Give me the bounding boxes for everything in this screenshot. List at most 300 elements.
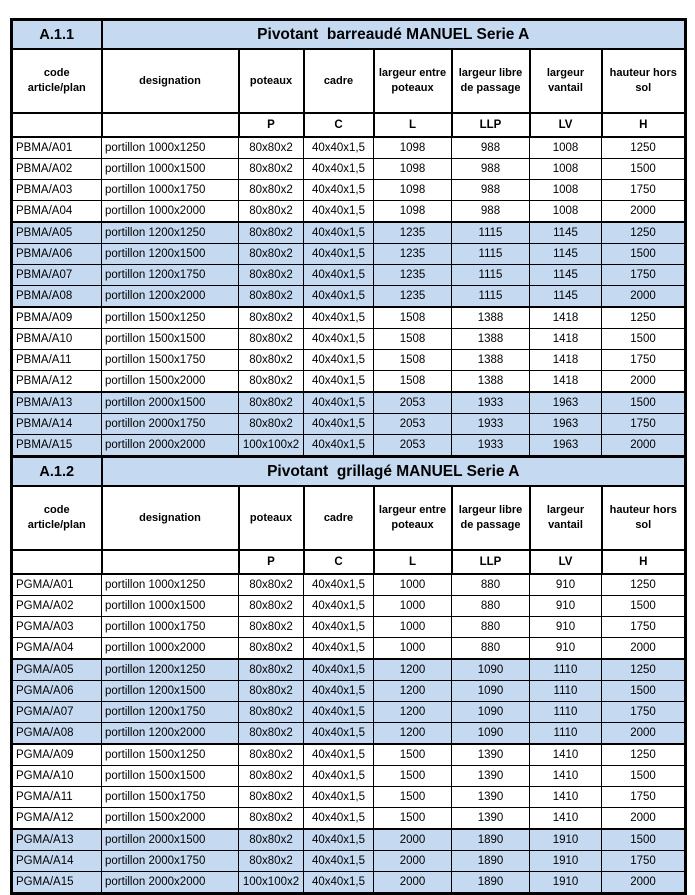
- cell-poteaux: 80x80x2: [239, 744, 304, 766]
- cell-largeur-libre-passage: 1388: [452, 350, 530, 371]
- cell-code: PBMA/A15: [12, 435, 102, 457]
- table-row: [12, 371, 686, 393]
- cell-largeur-libre-passage: 1115: [452, 286, 530, 308]
- column-header-designation: designation: [102, 49, 239, 113]
- cell-code: PBMA/A06: [12, 244, 102, 265]
- cell-designation: portillon 1500x1250: [102, 744, 239, 766]
- cell-code: PBMA/A08: [12, 286, 102, 308]
- cell-largeur-entre-poteaux: 1200: [374, 659, 452, 681]
- cell-code: PGMA/A04: [12, 638, 102, 660]
- cell-largeur-entre-poteaux: 1508: [374, 350, 452, 371]
- column-header-poteaux: poteaux: [239, 486, 304, 550]
- cell-code: PBMA/A14: [12, 414, 102, 435]
- cell-largeur-vantail: 1410: [530, 766, 602, 787]
- cell-code: PBMA/A05: [12, 222, 102, 244]
- cell-cadre: 40x40x1,5: [304, 222, 374, 244]
- cell-hauteur-hors-sol: 1750: [602, 180, 686, 201]
- cell-designation: portillon 1500x1500: [102, 766, 239, 787]
- column-header-code: code article/plan: [12, 486, 102, 550]
- cell-largeur-entre-poteaux: 1508: [374, 307, 452, 329]
- cell-largeur-entre-poteaux: 1500: [374, 744, 452, 766]
- cell-largeur-vantail: 1418: [530, 371, 602, 393]
- cell-poteaux: 80x80x2: [239, 659, 304, 681]
- cell-largeur-entre-poteaux: 1000: [374, 596, 452, 617]
- cell-cadre: 40x40x1,5: [304, 244, 374, 265]
- cell-code: PGMA/A02: [12, 596, 102, 617]
- table-row: [12, 244, 686, 265]
- table-row: [12, 787, 686, 808]
- cell-cadre: 40x40x1,5: [304, 414, 374, 435]
- table-row: [12, 574, 686, 596]
- column-header-largeur-entre-poteaux: largeur entre poteaux: [374, 486, 452, 550]
- cell-largeur-libre-passage: 1388: [452, 329, 530, 350]
- cell-hauteur-hors-sol: 2000: [602, 872, 686, 894]
- cell-code: PGMA/A14: [12, 851, 102, 872]
- column-header-poteaux: poteaux: [239, 49, 304, 113]
- cell-hauteur-hors-sol: 1500: [602, 681, 686, 702]
- cell-designation: portillon 1500x1500: [102, 329, 239, 350]
- cell-largeur-libre-passage: 1115: [452, 265, 530, 286]
- subheader-cadre: C: [304, 113, 374, 137]
- cell-largeur-entre-poteaux: 1098: [374, 137, 452, 159]
- cell-code: PBMA/A11: [12, 350, 102, 371]
- column-header-largeur-entre-poteaux: largeur entre poteaux: [374, 49, 452, 113]
- table-row: [12, 414, 686, 435]
- subheader-largeur-libre-passage: LLP: [452, 550, 530, 574]
- cell-largeur-entre-poteaux: 1000: [374, 638, 452, 660]
- cell-code: PGMA/A05: [12, 659, 102, 681]
- cell-cadre: 40x40x1,5: [304, 702, 374, 723]
- cell-largeur-libre-passage: 1390: [452, 787, 530, 808]
- cell-largeur-libre-passage: 1090: [452, 681, 530, 702]
- cell-largeur-libre-passage: 1390: [452, 808, 530, 830]
- cell-largeur-vantail: 1910: [530, 829, 602, 851]
- cell-code: PGMA/A09: [12, 744, 102, 766]
- table-row: [12, 307, 686, 329]
- cell-cadre: 40x40x1,5: [304, 574, 374, 596]
- cell-cadre: 40x40x1,5: [304, 265, 374, 286]
- cell-largeur-entre-poteaux: 2053: [374, 392, 452, 414]
- cell-largeur-vantail: 1963: [530, 392, 602, 414]
- cell-largeur-vantail: 1910: [530, 872, 602, 894]
- cell-code: PGMA/A12: [12, 808, 102, 830]
- cell-largeur-libre-passage: 1890: [452, 829, 530, 851]
- section-title: Pivotant barreaudé MANUEL Serie A: [102, 20, 686, 50]
- cell-poteaux: 80x80x2: [239, 180, 304, 201]
- cell-largeur-entre-poteaux: 1500: [374, 787, 452, 808]
- cell-poteaux: 80x80x2: [239, 159, 304, 180]
- cell-designation: portillon 1200x1250: [102, 222, 239, 244]
- cell-hauteur-hors-sol: 1250: [602, 744, 686, 766]
- cell-designation: portillon 1500x1750: [102, 787, 239, 808]
- table-row: [12, 702, 686, 723]
- column-header-cadre: cadre: [304, 486, 374, 550]
- cell-poteaux: 80x80x2: [239, 617, 304, 638]
- cell-poteaux: 80x80x2: [239, 392, 304, 414]
- cell-largeur-libre-passage: 988: [452, 201, 530, 223]
- table-row: [12, 808, 686, 830]
- cell-cadre: 40x40x1,5: [304, 180, 374, 201]
- cell-hauteur-hors-sol: 1250: [602, 659, 686, 681]
- table-row: [12, 872, 686, 894]
- cell-cadre: 40x40x1,5: [304, 307, 374, 329]
- cell-designation: portillon 1000x2000: [102, 201, 239, 223]
- cell-largeur-entre-poteaux: 2000: [374, 851, 452, 872]
- cell-designation: portillon 2000x1750: [102, 851, 239, 872]
- cell-largeur-entre-poteaux: 1098: [374, 201, 452, 223]
- cell-designation: portillon 1500x1250: [102, 307, 239, 329]
- table-row: [12, 851, 686, 872]
- cell-code: PGMA/A01: [12, 574, 102, 596]
- cell-designation: portillon 1200x1500: [102, 681, 239, 702]
- cell-designation: portillon 1200x2000: [102, 286, 239, 308]
- cell-poteaux: 80x80x2: [239, 808, 304, 830]
- section-id: A.1.2: [12, 457, 102, 487]
- cell-poteaux: 80x80x2: [239, 265, 304, 286]
- cell-code: PBMA/A03: [12, 180, 102, 201]
- table-row: [12, 265, 686, 286]
- cell-cadre: 40x40x1,5: [304, 371, 374, 393]
- cell-largeur-libre-passage: 1115: [452, 222, 530, 244]
- table-row: [12, 392, 686, 414]
- cell-largeur-entre-poteaux: 1500: [374, 808, 452, 830]
- cell-poteaux: 80x80x2: [239, 350, 304, 371]
- cell-largeur-entre-poteaux: 1500: [374, 766, 452, 787]
- column-header-hauteur-hors-sol: hauteur hors sol: [602, 486, 686, 550]
- table-row: [12, 638, 686, 660]
- cell-hauteur-hors-sol: 1750: [602, 265, 686, 286]
- section-title-row: [12, 20, 686, 50]
- cell-poteaux: 100x100x2: [239, 435, 304, 457]
- cell-poteaux: 80x80x2: [239, 137, 304, 159]
- subheader-largeur-vantail: LV: [530, 550, 602, 574]
- cell-poteaux: 80x80x2: [239, 723, 304, 745]
- cell-cadre: 40x40x1,5: [304, 159, 374, 180]
- cell-code: PBMA/A12: [12, 371, 102, 393]
- cell-hauteur-hors-sol: 1750: [602, 617, 686, 638]
- column-header-largeur-vantail: largeur vantail: [530, 49, 602, 113]
- cell-largeur-libre-passage: 1933: [452, 435, 530, 457]
- cell-cadre: 40x40x1,5: [304, 766, 374, 787]
- cell-largeur-vantail: 1145: [530, 265, 602, 286]
- cell-hauteur-hors-sol: 1250: [602, 574, 686, 596]
- cell-largeur-vantail: 1008: [530, 180, 602, 201]
- subheader-cadre: C: [304, 550, 374, 574]
- cell-hauteur-hors-sol: 1750: [602, 414, 686, 435]
- cell-cadre: 40x40x1,5: [304, 723, 374, 745]
- table-row: [12, 766, 686, 787]
- subheader-largeur-libre-passage: LLP: [452, 113, 530, 137]
- cell-designation: portillon 1000x1250: [102, 137, 239, 159]
- cell-largeur-entre-poteaux: 2000: [374, 829, 452, 851]
- cell-largeur-entre-poteaux: 1098: [374, 159, 452, 180]
- cell-largeur-vantail: 1008: [530, 159, 602, 180]
- cell-code: PGMA/A08: [12, 723, 102, 745]
- spec-sheet: [10, 18, 687, 895]
- cell-hauteur-hors-sol: 1500: [602, 829, 686, 851]
- cell-hauteur-hors-sol: 2000: [602, 808, 686, 830]
- cell-largeur-libre-passage: 988: [452, 180, 530, 201]
- cell-designation: portillon 2000x1750: [102, 414, 239, 435]
- table-row: [12, 617, 686, 638]
- column-header-largeur-libre-passage: largeur libre de passage: [452, 486, 530, 550]
- table-body: [12, 20, 686, 894]
- cell-poteaux: 80x80x2: [239, 201, 304, 223]
- cell-hauteur-hors-sol: 1500: [602, 244, 686, 265]
- cell-hauteur-hors-sol: 1250: [602, 222, 686, 244]
- cell-code: PBMA/A13: [12, 392, 102, 414]
- cell-hauteur-hors-sol: 1750: [602, 851, 686, 872]
- cell-largeur-vantail: 1110: [530, 723, 602, 745]
- subheader-poteaux: P: [239, 113, 304, 137]
- cell-designation: portillon 2000x1500: [102, 392, 239, 414]
- cell-hauteur-hors-sol: 1500: [602, 596, 686, 617]
- cell-largeur-vantail: 1910: [530, 851, 602, 872]
- cell-poteaux: 80x80x2: [239, 574, 304, 596]
- subheader-row: [12, 113, 686, 137]
- cell-hauteur-hors-sol: 1500: [602, 159, 686, 180]
- cell-cadre: 40x40x1,5: [304, 137, 374, 159]
- cell-hauteur-hors-sol: 2000: [602, 723, 686, 745]
- table-row: [12, 286, 686, 308]
- table-row: [12, 681, 686, 702]
- cell-largeur-libre-passage: 1390: [452, 766, 530, 787]
- cell-largeur-libre-passage: 880: [452, 617, 530, 638]
- cell-designation: portillon 1000x1500: [102, 596, 239, 617]
- cell-cadre: 40x40x1,5: [304, 808, 374, 830]
- column-header-largeur-vantail: largeur vantail: [530, 486, 602, 550]
- cell-largeur-libre-passage: 1090: [452, 659, 530, 681]
- cell-cadre: 40x40x1,5: [304, 638, 374, 660]
- cell-poteaux: 80x80x2: [239, 244, 304, 265]
- cell-cadre: 40x40x1,5: [304, 435, 374, 457]
- cell-largeur-libre-passage: 988: [452, 137, 530, 159]
- cell-cadre: 40x40x1,5: [304, 329, 374, 350]
- cell-largeur-libre-passage: 880: [452, 596, 530, 617]
- cell-cadre: 40x40x1,5: [304, 201, 374, 223]
- table-row: [12, 201, 686, 223]
- cell-cadre: 40x40x1,5: [304, 392, 374, 414]
- cell-code: PGMA/A15: [12, 872, 102, 894]
- cell-poteaux: 80x80x2: [239, 851, 304, 872]
- cell-largeur-entre-poteaux: 1200: [374, 681, 452, 702]
- cell-largeur-vantail: 1110: [530, 702, 602, 723]
- cell-poteaux: 80x80x2: [239, 787, 304, 808]
- section-title-row: [12, 457, 686, 487]
- cell-designation: portillon 2000x2000: [102, 872, 239, 894]
- cell-hauteur-hors-sol: 1500: [602, 329, 686, 350]
- cell-largeur-vantail: 1145: [530, 286, 602, 308]
- table-row: [12, 329, 686, 350]
- cell-designation: portillon 1000x1500: [102, 159, 239, 180]
- column-header-largeur-libre-passage: largeur libre de passage: [452, 49, 530, 113]
- cell-code: PBMA/A07: [12, 265, 102, 286]
- cell-designation: portillon 1500x1750: [102, 350, 239, 371]
- cell-hauteur-hors-sol: 2000: [602, 201, 686, 223]
- cell-largeur-vantail: 1145: [530, 222, 602, 244]
- cell-cadre: 40x40x1,5: [304, 659, 374, 681]
- cell-largeur-entre-poteaux: 2000: [374, 872, 452, 894]
- subheader-largeur-entre-poteaux: L: [374, 550, 452, 574]
- table-row: [12, 222, 686, 244]
- cell-hauteur-hors-sol: 1250: [602, 307, 686, 329]
- cell-largeur-entre-poteaux: 1098: [374, 180, 452, 201]
- cell-code: PBMA/A01: [12, 137, 102, 159]
- cell-poteaux: 80x80x2: [239, 371, 304, 393]
- cell-designation: portillon 2000x1500: [102, 829, 239, 851]
- cell-designation: portillon 1000x2000: [102, 638, 239, 660]
- subheader-code: [12, 113, 102, 137]
- cell-largeur-vantail: 1418: [530, 329, 602, 350]
- cell-designation: portillon 2000x2000: [102, 435, 239, 457]
- cell-largeur-entre-poteaux: 1000: [374, 574, 452, 596]
- cell-poteaux: 80x80x2: [239, 329, 304, 350]
- cell-hauteur-hors-sol: 2000: [602, 371, 686, 393]
- subheader-code: [12, 550, 102, 574]
- cell-poteaux: 80x80x2: [239, 638, 304, 660]
- cell-largeur-vantail: 1410: [530, 744, 602, 766]
- cell-largeur-entre-poteaux: 1000: [374, 617, 452, 638]
- cell-largeur-libre-passage: 880: [452, 574, 530, 596]
- cell-largeur-libre-passage: 1115: [452, 244, 530, 265]
- cell-poteaux: 80x80x2: [239, 222, 304, 244]
- cell-designation: portillon 1200x1500: [102, 244, 239, 265]
- cell-cadre: 40x40x1,5: [304, 596, 374, 617]
- cell-poteaux: 100x100x2: [239, 872, 304, 894]
- cell-largeur-vantail: 910: [530, 617, 602, 638]
- cell-largeur-vantail: 1418: [530, 307, 602, 329]
- table-row: [12, 159, 686, 180]
- cell-hauteur-hors-sol: 1500: [602, 766, 686, 787]
- cell-code: PGMA/A03: [12, 617, 102, 638]
- cell-cadre: 40x40x1,5: [304, 872, 374, 894]
- cell-largeur-libre-passage: 1388: [452, 307, 530, 329]
- cell-poteaux: 80x80x2: [239, 596, 304, 617]
- cell-largeur-vantail: 1008: [530, 201, 602, 223]
- cell-largeur-entre-poteaux: 1235: [374, 244, 452, 265]
- cell-poteaux: 80x80x2: [239, 414, 304, 435]
- column-header-hauteur-hors-sol: hauteur hors sol: [602, 49, 686, 113]
- cell-largeur-libre-passage: 1890: [452, 851, 530, 872]
- cell-poteaux: 80x80x2: [239, 681, 304, 702]
- cell-largeur-libre-passage: 1388: [452, 371, 530, 393]
- subheader-hauteur-hors-sol: H: [602, 550, 686, 574]
- cell-designation: portillon 1200x1750: [102, 265, 239, 286]
- cell-largeur-vantail: 910: [530, 596, 602, 617]
- cell-largeur-vantail: 910: [530, 574, 602, 596]
- cell-code: PBMA/A09: [12, 307, 102, 329]
- cell-code: PGMA/A10: [12, 766, 102, 787]
- cell-code: PBMA/A02: [12, 159, 102, 180]
- cell-cadre: 40x40x1,5: [304, 286, 374, 308]
- subheader-designation: [102, 113, 239, 137]
- table-row: [12, 596, 686, 617]
- cell-largeur-entre-poteaux: 1235: [374, 265, 452, 286]
- cell-hauteur-hors-sol: 1500: [602, 392, 686, 414]
- cell-largeur-entre-poteaux: 1235: [374, 222, 452, 244]
- subheader-designation: [102, 550, 239, 574]
- cell-largeur-entre-poteaux: 1235: [374, 286, 452, 308]
- cell-largeur-entre-poteaux: 1508: [374, 371, 452, 393]
- cell-cadre: 40x40x1,5: [304, 787, 374, 808]
- cell-hauteur-hors-sol: 2000: [602, 435, 686, 457]
- column-header-designation: designation: [102, 486, 239, 550]
- cell-hauteur-hors-sol: 1750: [602, 787, 686, 808]
- cell-largeur-libre-passage: 1890: [452, 872, 530, 894]
- cell-code: PGMA/A06: [12, 681, 102, 702]
- cell-code: PGMA/A13: [12, 829, 102, 851]
- cell-designation: portillon 1000x1750: [102, 617, 239, 638]
- cell-largeur-vantail: 1963: [530, 414, 602, 435]
- table-row: [12, 829, 686, 851]
- column-header-row: [12, 486, 686, 550]
- cell-largeur-libre-passage: 1090: [452, 702, 530, 723]
- cell-poteaux: 80x80x2: [239, 286, 304, 308]
- cell-poteaux: 80x80x2: [239, 829, 304, 851]
- cell-largeur-entre-poteaux: 1508: [374, 329, 452, 350]
- cell-largeur-libre-passage: 1390: [452, 744, 530, 766]
- cell-designation: portillon 1200x2000: [102, 723, 239, 745]
- cell-largeur-vantail: 1145: [530, 244, 602, 265]
- cell-cadre: 40x40x1,5: [304, 617, 374, 638]
- cell-largeur-entre-poteaux: 1200: [374, 723, 452, 745]
- cell-poteaux: 80x80x2: [239, 702, 304, 723]
- cell-largeur-vantail: 1410: [530, 787, 602, 808]
- subheader-poteaux: P: [239, 550, 304, 574]
- cell-designation: portillon 1200x1250: [102, 659, 239, 681]
- cell-largeur-vantail: 1410: [530, 808, 602, 830]
- subheader-largeur-entre-poteaux: L: [374, 113, 452, 137]
- table-row: [12, 744, 686, 766]
- cell-designation: portillon 1500x2000: [102, 808, 239, 830]
- cell-code: PGMA/A07: [12, 702, 102, 723]
- table-row: [12, 137, 686, 159]
- cell-largeur-vantail: 1008: [530, 137, 602, 159]
- cell-poteaux: 80x80x2: [239, 766, 304, 787]
- cell-poteaux: 80x80x2: [239, 307, 304, 329]
- table-row: [12, 435, 686, 457]
- table-row: [12, 659, 686, 681]
- cell-code: PGMA/A11: [12, 787, 102, 808]
- cell-cadre: 40x40x1,5: [304, 681, 374, 702]
- cell-largeur-vantail: 1963: [530, 435, 602, 457]
- cell-largeur-entre-poteaux: 2053: [374, 435, 452, 457]
- cell-hauteur-hors-sol: 2000: [602, 638, 686, 660]
- cell-hauteur-hors-sol: 2000: [602, 286, 686, 308]
- cell-largeur-vantail: 1418: [530, 350, 602, 371]
- cell-largeur-entre-poteaux: 1200: [374, 702, 452, 723]
- cell-code: PBMA/A04: [12, 201, 102, 223]
- cell-cadre: 40x40x1,5: [304, 744, 374, 766]
- cell-designation: portillon 1000x1250: [102, 574, 239, 596]
- gate-spec-table: [10, 18, 687, 895]
- table-row: [12, 350, 686, 371]
- cell-largeur-entre-poteaux: 2053: [374, 414, 452, 435]
- table-row: [12, 180, 686, 201]
- cell-cadre: 40x40x1,5: [304, 350, 374, 371]
- cell-largeur-vantail: 910: [530, 638, 602, 660]
- cell-largeur-libre-passage: 1933: [452, 392, 530, 414]
- cell-cadre: 40x40x1,5: [304, 829, 374, 851]
- cell-largeur-libre-passage: 988: [452, 159, 530, 180]
- cell-largeur-vantail: 1110: [530, 659, 602, 681]
- subheader-hauteur-hors-sol: H: [602, 113, 686, 137]
- cell-cadre: 40x40x1,5: [304, 851, 374, 872]
- section-id: A.1.1: [12, 20, 102, 50]
- cell-largeur-libre-passage: 880: [452, 638, 530, 660]
- cell-largeur-vantail: 1110: [530, 681, 602, 702]
- column-header-row: [12, 49, 686, 113]
